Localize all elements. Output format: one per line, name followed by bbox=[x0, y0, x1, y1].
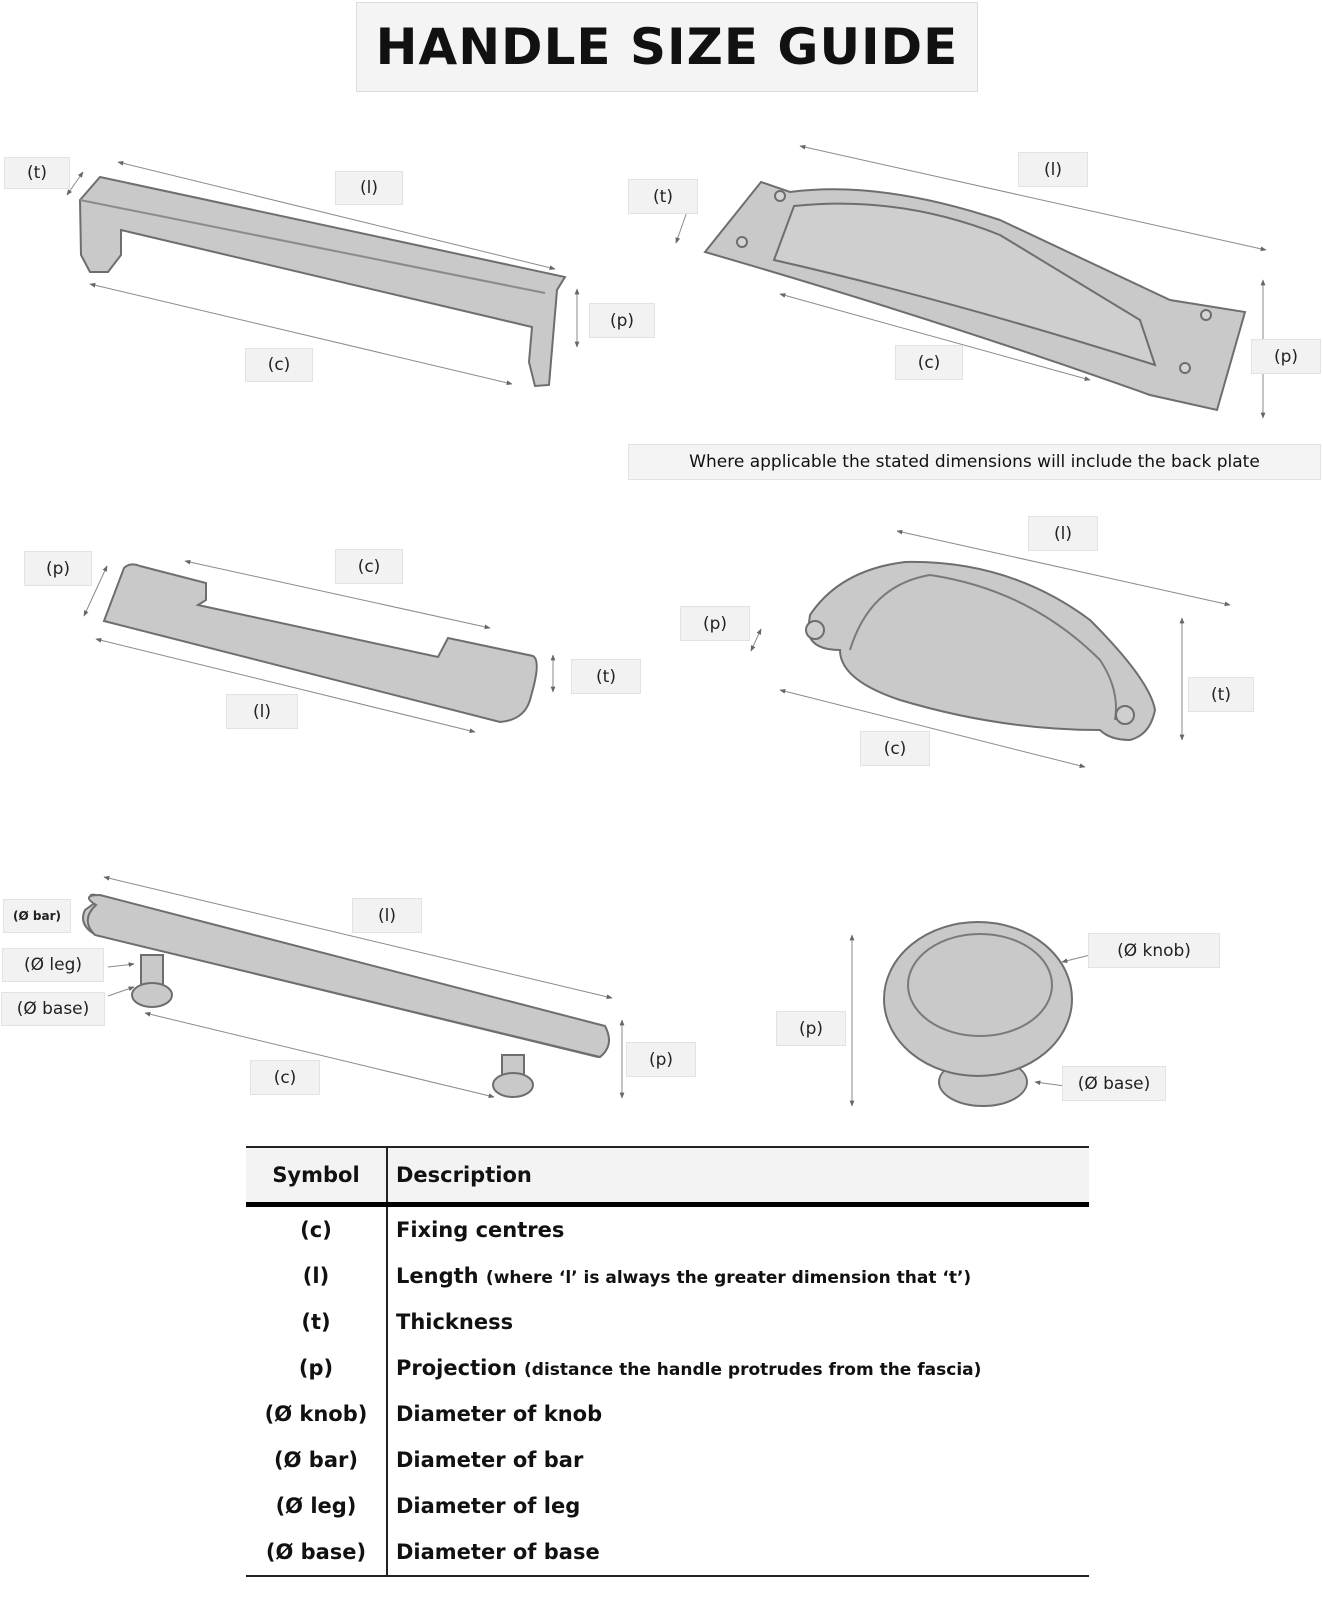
description-cell bbox=[387, 1205, 1089, 1254]
cuphandle-p-label: (p) bbox=[680, 606, 750, 641]
barhandle-base-label: (Ø base) bbox=[1, 992, 105, 1026]
legend-header-row bbox=[246, 1147, 1089, 1205]
knob-base-label: (Ø base) bbox=[1062, 1066, 1166, 1101]
legend-row bbox=[246, 1391, 1089, 1437]
cuphandle-c-label: (c) bbox=[860, 731, 930, 766]
knob-diameter-label: (Ø knob) bbox=[1088, 933, 1220, 968]
description-text: Diameter of leg bbox=[396, 1494, 581, 1518]
description-cell bbox=[387, 1391, 1089, 1437]
description-cell bbox=[387, 1437, 1089, 1483]
legend-row bbox=[246, 1205, 1089, 1254]
back-plate-note: Where applicable the stated dimensions will include the back plate bbox=[628, 444, 1321, 480]
dhandle-c-label: (c) bbox=[245, 348, 313, 382]
symbol-cell: (Ø bar) bbox=[246, 1437, 387, 1483]
cuphandle-l-label: (l) bbox=[1028, 516, 1098, 551]
description-cell bbox=[387, 1483, 1089, 1529]
description-cell bbox=[387, 1529, 1089, 1576]
cupplate-c-label: (c) bbox=[895, 345, 963, 380]
description-text: Projection bbox=[396, 1356, 517, 1380]
symbol-cell: (t) bbox=[246, 1299, 387, 1345]
legend-row bbox=[246, 1437, 1089, 1483]
description-text: Diameter of bar bbox=[396, 1448, 584, 1472]
dhandle-p-label: (p) bbox=[589, 303, 655, 338]
edgepull-t-label: (t) bbox=[571, 659, 641, 694]
symbol-cell: (p) bbox=[246, 1345, 387, 1391]
barhandle-l-label: (l) bbox=[352, 898, 422, 933]
description-note: (where ‘l’ is always the greater dimension that ‘t’) bbox=[485, 1268, 972, 1288]
cupplate-l-label: (l) bbox=[1018, 152, 1088, 187]
edgepull-p-label: (p) bbox=[24, 551, 92, 586]
description-note: (distance the handle protrudes from the fascia) bbox=[524, 1360, 982, 1380]
legend-row bbox=[246, 1483, 1089, 1529]
symbol-cell: (Ø knob) bbox=[246, 1391, 387, 1437]
symbol-cell: (l) bbox=[246, 1253, 387, 1299]
edgepull-l-label: (l) bbox=[226, 694, 298, 729]
barhandle-c-label: (c) bbox=[250, 1060, 320, 1095]
knob-p-label: (p) bbox=[776, 1011, 846, 1046]
cupplate-t-label: (t) bbox=[628, 179, 698, 214]
description-cell bbox=[387, 1345, 1089, 1391]
legend-row bbox=[246, 1299, 1089, 1345]
dhandle-t-label: (t) bbox=[4, 157, 70, 189]
symbol-column-header: Symbol bbox=[246, 1147, 387, 1205]
barhandle-bar-label: (Ø bar) bbox=[3, 899, 71, 933]
cupplate-p-label: (p) bbox=[1251, 339, 1321, 374]
barhandle-leg-label: (Ø leg) bbox=[2, 948, 104, 982]
legend-row bbox=[246, 1253, 1089, 1299]
legend-row bbox=[246, 1345, 1089, 1391]
dhandle-l-label: (l) bbox=[335, 171, 403, 205]
symbol-cell: (c) bbox=[246, 1205, 387, 1254]
barhandle-p-label: (p) bbox=[626, 1042, 696, 1077]
title-text: HANDLE SIZE GUIDE bbox=[375, 18, 959, 76]
edgepull-c-label: (c) bbox=[335, 549, 403, 584]
symbol-cell: (Ø leg) bbox=[246, 1483, 387, 1529]
description-text: Length bbox=[396, 1264, 479, 1288]
symbol-legend-table bbox=[246, 1146, 1089, 1577]
description-text: Fixing centres bbox=[396, 1218, 565, 1242]
description-cell bbox=[387, 1299, 1089, 1345]
legend-row bbox=[246, 1529, 1089, 1576]
description-text: Diameter of knob bbox=[396, 1402, 603, 1426]
description-text: Thickness bbox=[396, 1310, 514, 1334]
description-cell bbox=[387, 1253, 1089, 1299]
cuphandle-t-label: (t) bbox=[1188, 677, 1254, 712]
description-column-header: Description bbox=[387, 1147, 1089, 1205]
description-text: Diameter of base bbox=[396, 1540, 600, 1564]
symbol-cell: (Ø base) bbox=[246, 1529, 387, 1576]
